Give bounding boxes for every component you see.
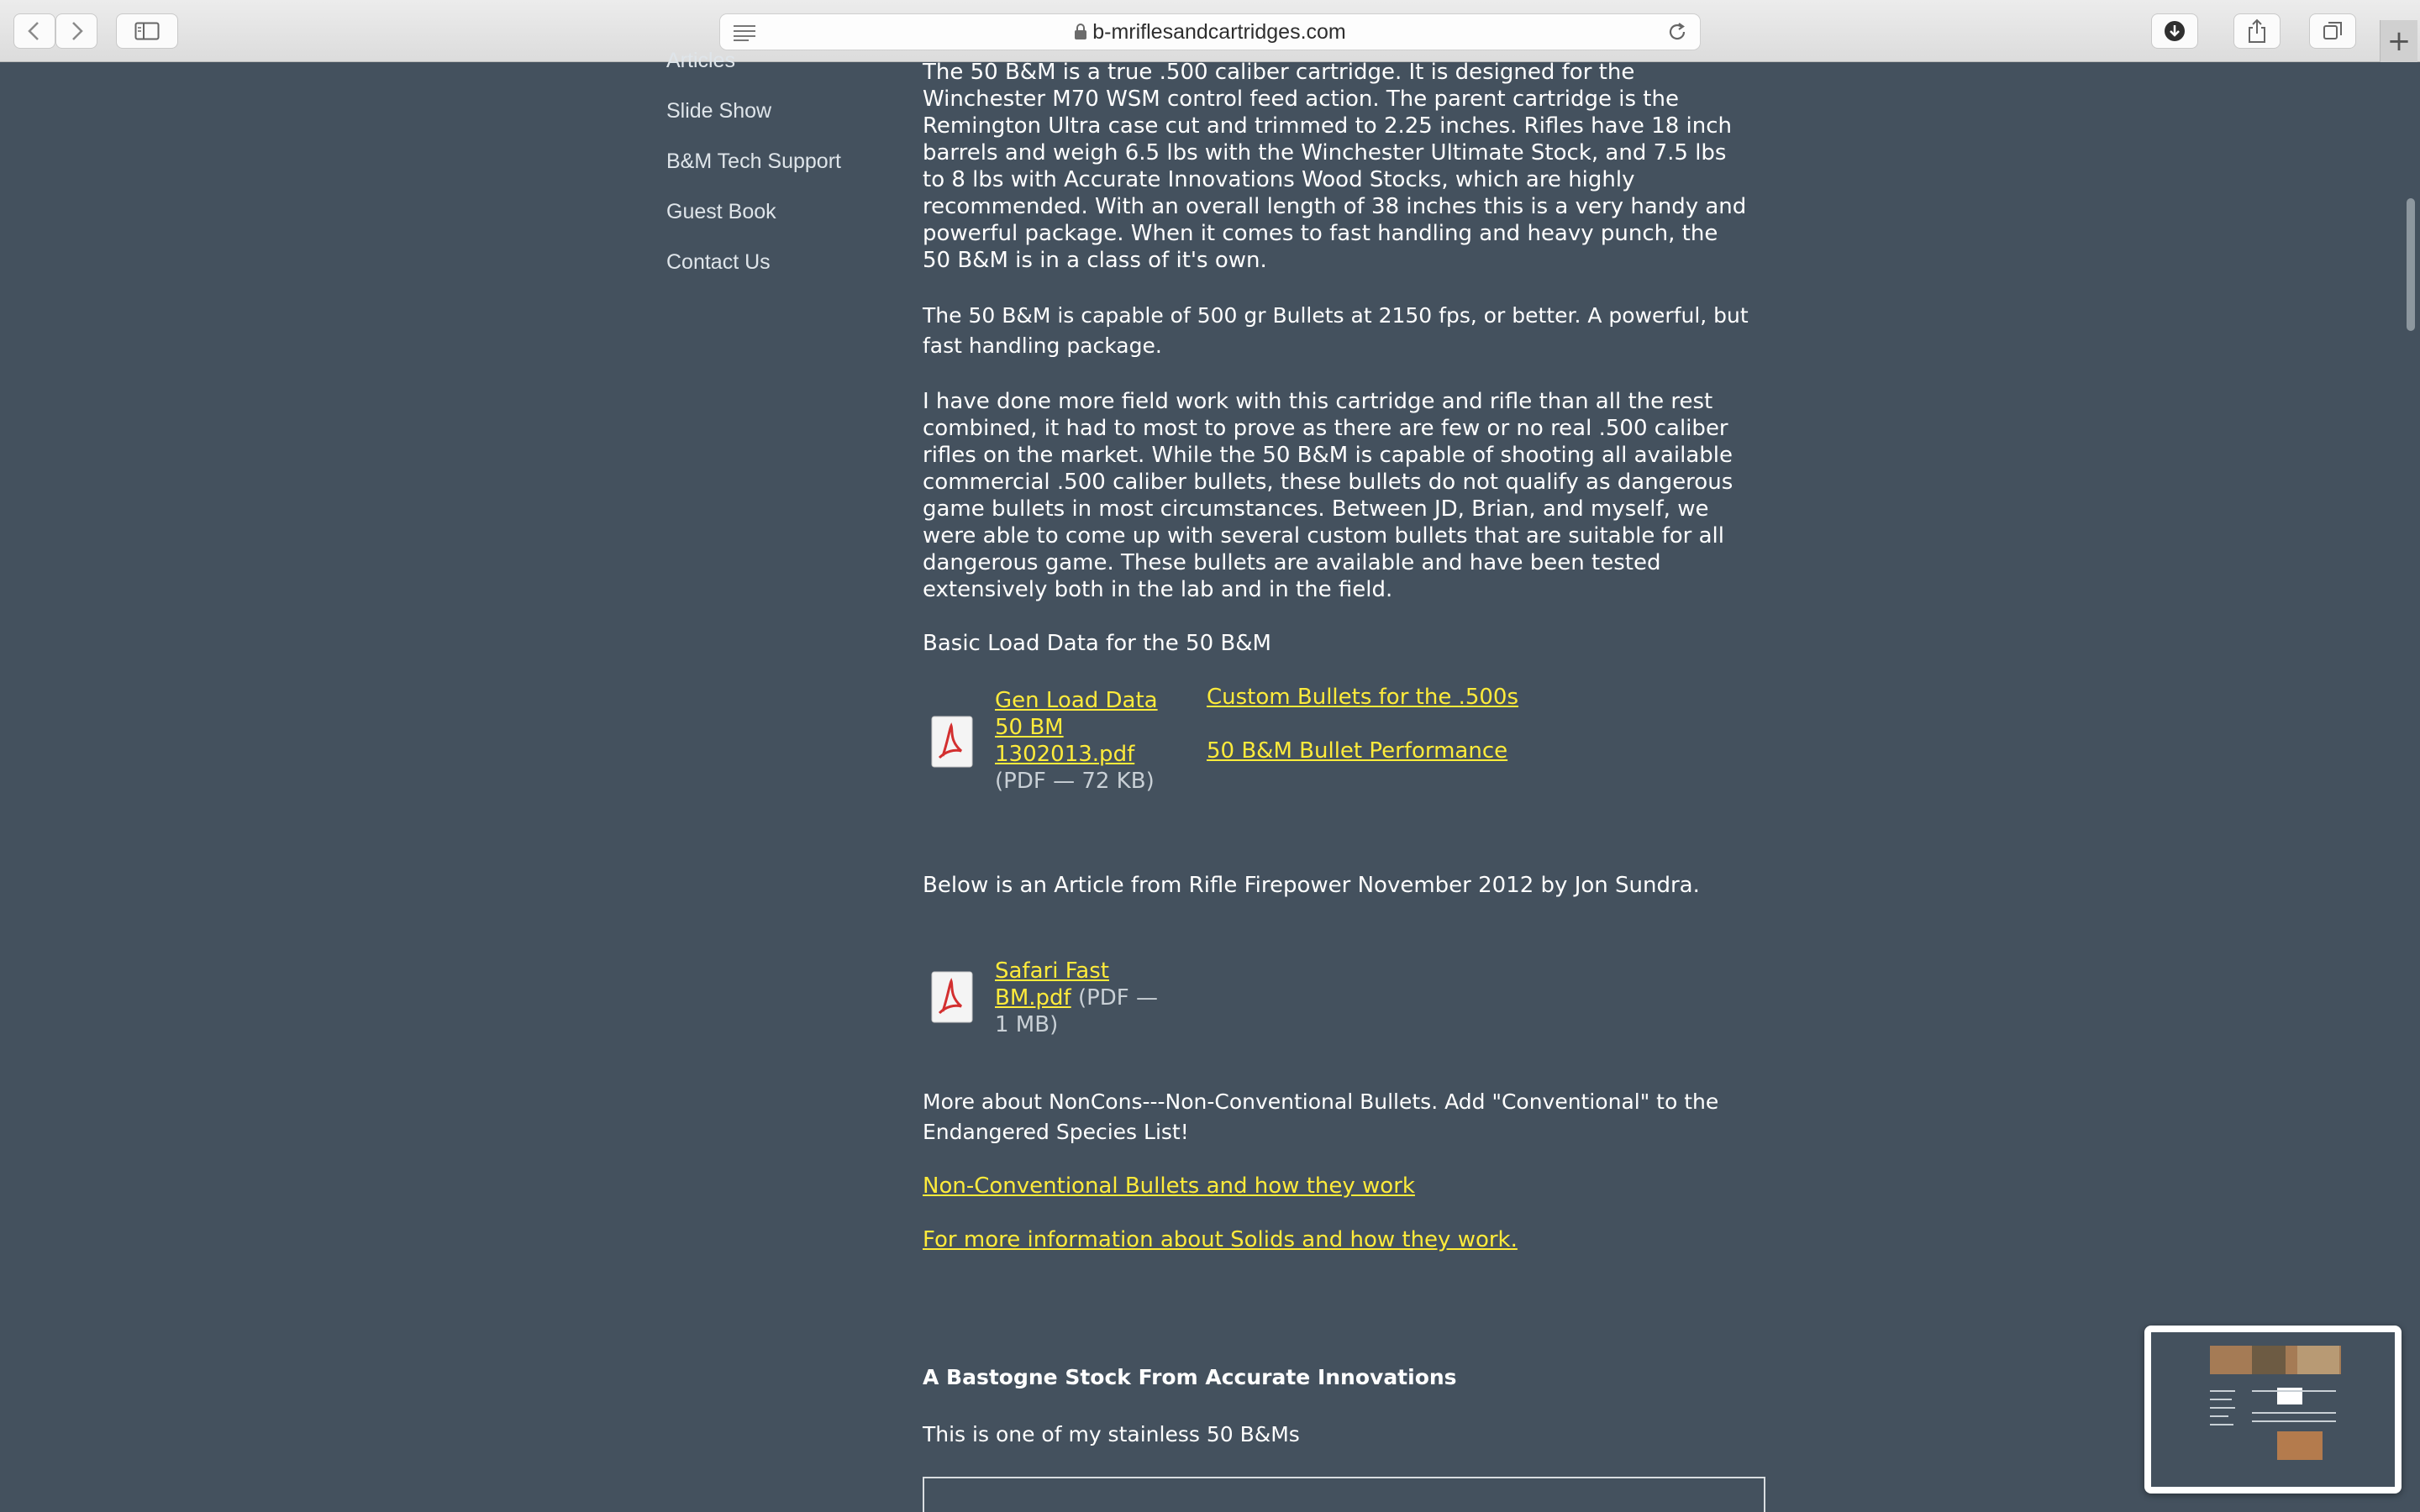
text-line: dangerous game. These bullets are available and have been tested [923,550,1661,575]
text-line: rifles on the market. While the 50 B&M is capable of shooting all available [923,443,1733,468]
address-text: b-mriflesandcartridges.com [1092,19,1346,44]
link-solids[interactable]: For more information about Solids and how they work. [923,1227,1518,1252]
capability-paragraph [923,301,1771,361]
share-button[interactable] [2233,13,2281,49]
downloads-button[interactable] [2151,13,2198,49]
link-noncons[interactable]: Non-Conventional Bullets and how they work [923,1173,1415,1199]
noncons-paragraph [923,1087,1771,1147]
text-line: recommended. With an overall length of 38 inches this is a very handy and [923,194,1747,219]
pdf-link-load-data[interactable]: Gen Load Data [995,688,1158,713]
address-bar[interactable] [719,13,1701,50]
download-icon [2163,19,2186,43]
text-line: extensively both in the lab and in the field. [923,577,1393,602]
sidebar-item-contact-us[interactable]: Contact Us [666,250,771,274]
sidebar-toggle-button[interactable] [116,13,178,49]
article-intro: Below is an Article from Rifle Firepower November 2012 by Jon Sundra. [923,873,1700,898]
new-tab-button[interactable] [2380,20,2417,62]
pdf-link-safari[interactable]: Safari Fast [995,958,1109,984]
text-line: Remington Ultra case cut and trimmed to 2.25 inches. Rifles have 18 inch [923,113,1733,139]
stainless-caption: This is one of my stainless 50 B&Ms [923,1422,1300,1446]
text-line: More about NonCons---Non-Conventional Bullets. Add "Conventional" to the [923,1089,1719,1114]
chevron-left-icon [26,21,43,41]
text-line: commercial .500 caliber bullets, these bullets do not qualify as dangerous [923,470,1733,495]
text-line: game bullets in most circumstances. Between JD, Brian, and myself, we [923,496,1709,522]
image-frame [923,1477,1765,1512]
text-line: I have done more field work with this cartridge and rifle than all the rest [923,389,1713,414]
page-minimap[interactable] [2144,1326,2402,1494]
forward-button[interactable] [55,13,97,49]
pdf-link-load-data[interactable]: 50 BM [995,715,1064,740]
pdf-meta: (PDF — [1071,985,1159,1011]
text-line: 50 B&M is in a class of it's own. [923,248,1267,273]
pdf-meta: (PDF — 72 KB) [995,769,1155,794]
pdf-attachment-safari [995,958,1213,1038]
sidebar-item-articles[interactable]: Articles [666,49,735,71]
text-line: combined, it had to most to prove as there are few or no real .500 caliber [923,416,1728,441]
text-line: barrels and weigh 6.5 lbs with the Winchester Ultimate Stock, and 7.5 lbs [923,140,1727,165]
pdf-file-icon[interactable] [931,716,973,768]
text-line: fast handling package. [923,333,1162,358]
intro-paragraph [923,59,1771,274]
sidebar-item-slide-show[interactable]: Slide Show [666,99,772,123]
text-line: to 8 lbs with Accurate Innovations Wood Stocks, which are highly [923,167,1635,192]
text-line: The 50 B&M is capable of 500 gr Bullets at 2150 fps, or better. A powerful, but [923,303,1749,328]
tabs-icon [2322,20,2344,42]
bastogne-heading: A Bastogne Stock From Accurate Innovations [923,1365,1457,1389]
text-line: Endangered Species List! [923,1120,1189,1144]
text-line: Winchester M70 WSM control feed action. The parent cartridge is the [923,87,1679,112]
pdf-link-load-data[interactable]: 1302013.pdf [995,742,1135,767]
reload-icon[interactable] [1666,21,1688,43]
back-button[interactable] [13,13,55,49]
scrollbar-thumb[interactable] [2407,198,2415,331]
text-line: The 50 B&M is a true .500 caliber cartridge. It is designed for the [923,60,1635,85]
text-line: were able to come up with several custom bullets that are suitable for all [923,523,1725,549]
load-data-heading: Basic Load Data for the 50 B&M [923,631,1271,656]
pdf-meta: 1 MB) [995,1012,1059,1037]
share-icon [2246,18,2268,44]
link-bullet-performance[interactable]: 50 B&M Bullet Performance [1207,738,1508,764]
field-work-paragraph [923,388,1771,603]
browser-toolbar [0,0,2420,62]
sidebar-icon [134,22,160,40]
chevron-right-icon [68,21,85,41]
link-custom-bullets[interactable]: Custom Bullets for the .500s [1207,685,1519,710]
plus-icon: + [2386,24,2412,58]
sidebar-item-tech-support[interactable]: B&M Tech Support [666,150,841,173]
pdf-link-safari[interactable]: BM.pdf [995,985,1071,1011]
text-line: powerful package. When it comes to fast handling and heavy punch, the [923,221,1718,246]
minimap-thumbnail [2151,1332,2395,1487]
tabs-overview-button[interactable] [2309,13,2356,49]
sidebar-item-guest-book[interactable]: Guest Book [666,200,776,223]
pdf-attachment-load-data [995,687,1213,795]
lock-icon [1074,24,1087,40]
pdf-file-icon[interactable] [931,971,973,1023]
